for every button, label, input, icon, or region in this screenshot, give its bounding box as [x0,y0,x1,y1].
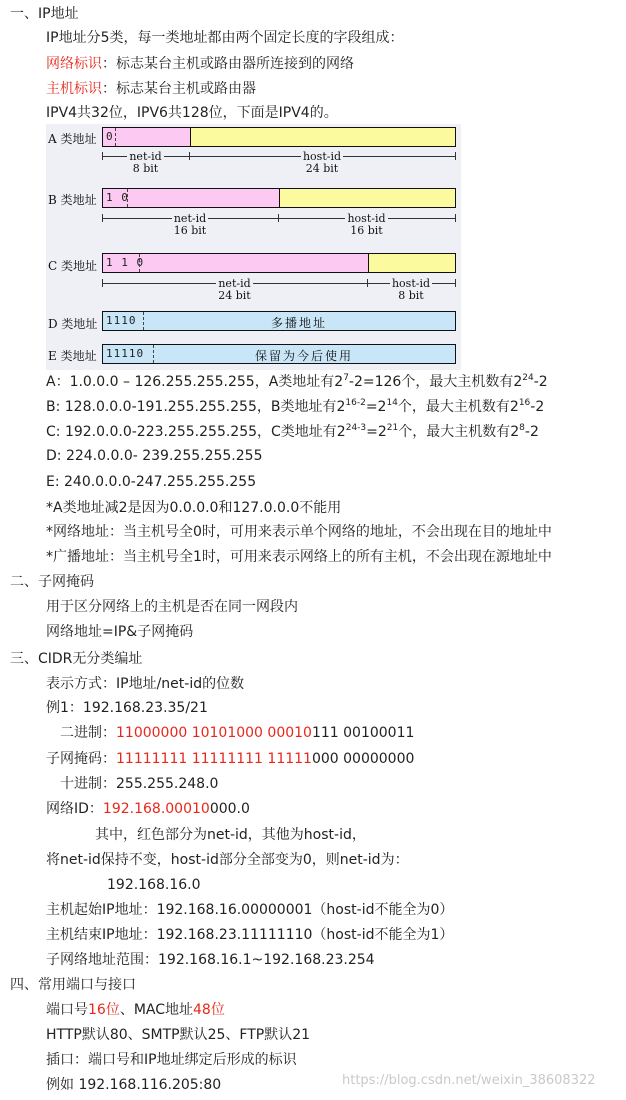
mask-net-bits: 11111111 11111111 11111 [116,751,312,767]
tick [455,152,456,160]
sup-b3: 16 [518,398,531,408]
binary-label: 二进制： [60,725,116,741]
decimal-mask: 十进制：255.255.248.0 [60,776,219,792]
ip-class-diagram [46,124,461,370]
tick [455,214,456,222]
class-b-label: B 类地址 [48,193,97,207]
class-c-range [46,422,539,442]
text-b4: -2 [530,399,545,415]
watermark-url: https://blog.csdn.net/weixin_38608322 [342,1073,596,1088]
class-e-reserved-text: 保留为今后使用 [254,349,353,363]
class-b-host-bits: 16 bit [350,224,383,237]
mask-formula: 网络地址=IP&子网掩码 [46,624,194,640]
net-id-term: 网络标识 [46,56,102,72]
default-ports: HTTP默认80、SMTP默认25、FTP默认21 [46,1027,311,1043]
subnet-range: 子网络地址范围：192.168.16.1~192.168.23.254 [46,952,375,968]
socket-example: 例如 192.168.116.205:80 [46,1077,222,1093]
class-c-prefix-bits: 1 1 0 [106,256,145,269]
text-b2: =2 [365,399,387,415]
class-e-label: E 类地址 [48,349,97,363]
class-b-net-bits: 16 bit [173,224,207,237]
mask-label: 子网掩码： [46,751,116,767]
class-b-prefix-bits: 1 0 [106,191,129,204]
class-b-box [102,188,456,208]
class-a-range [46,372,548,392]
class-e-prefix-bits: 11110 [106,347,145,360]
class-a-divider [115,128,116,146]
class-b-divider [127,189,128,207]
mask-line [46,749,414,769]
text-c1: C: 192.0.0.0-223.255.255.255，C类地址有2 [46,424,346,440]
binary-host-bits: 111 00100011 [311,725,415,741]
sup-a2: 24 [522,373,534,383]
net-id-definition [46,54,354,74]
sup-b2: 14 [386,398,398,408]
class-c-label: C 类地址 [48,259,97,273]
cidr-format: 表示方式：IP地址/net-id的位数 [46,676,245,692]
sup-c2: 21 [386,423,399,433]
host-id-definition [46,79,256,99]
explain-red-part: 其中，红色部分为net-id，其他为host-id， [95,827,366,843]
sup-c3: 8 [519,423,525,433]
class-a-host-segment [190,128,455,146]
text-c4: -2 [524,424,539,440]
class-a-host-span [189,151,455,175]
class-a-label: A 类地址 [48,132,97,146]
sup-a1: 7 [343,373,349,383]
network-id-net-part: 192.168.00010 [102,801,210,817]
class-c-net-id: net-id [218,277,251,290]
class-e-range: E: 240.0.0.0-247.255.255.255 [46,474,257,490]
section-4-heading: 四、常用端口与接口 [10,977,136,993]
class-b-host-span [278,213,455,237]
class-a-prefix-bits: 0 [106,130,114,143]
class-d-multicast-text: 多播地址 [270,316,327,330]
class-b-net-id: net-id [173,212,207,225]
class-a-box [102,127,456,147]
port-label: 端口号 [46,1002,88,1018]
note-class-a: *A类地址减2是因为0.0.0.0和127.0.0.0不能用 [46,500,342,516]
class-d-label: D 类地址 [48,317,98,331]
text-b3: 个，最大主机数有2 [397,399,519,415]
class-b-host-segment [279,189,455,207]
socket-definition: 插口：端口号和IP地址绑定后形成的标识 [46,1052,297,1068]
explain-net-id: 将net-id保持不变，host-id部分全部变为0，则net-id为： [46,852,409,868]
mask-host-bits: 000 00000000 [311,751,415,767]
class-c-host-id: host-id [391,277,431,290]
binary-line [60,723,414,743]
network-id-label: 网络ID： [46,801,103,817]
cidr-example: 例1：192.168.23.35/21 [46,700,208,716]
text-a3: -2 [533,374,548,390]
class-b-range [46,397,544,417]
mac-bits: 48位 [193,1002,225,1018]
mask-purpose: 用于区分网络上的主机是否在同一网段内 [46,599,298,615]
class-c-host-span [367,278,455,302]
class-c-divider [139,254,140,272]
class-c-host-bits: 8 bit [398,289,424,302]
section-2-heading: 二、子网掩码 [10,574,94,590]
class-c-box [102,253,456,273]
text-a2: -2=126个，最大主机数有2 [348,374,523,390]
class-d-range: D: 224.0.0.0- 239.255.255.255 [46,448,263,464]
class-d-box [102,311,456,331]
host-id-desc: ：标志某台主机或路由器 [102,81,256,97]
mac-label: 、MAC地址 [119,1002,194,1018]
text-c3: 个，最大主机数有2 [398,424,520,440]
sup-b1: 16-2 [345,398,366,408]
host-id-term: 主机标识 [46,81,102,97]
port-mac-bits [46,1000,225,1020]
port-bits: 16位 [88,1002,120,1018]
host-end-ip: 主机结束IP地址：192.168.23.11111110（host-id不能全为1） [46,927,454,943]
ipv4-note: IPV4共32位，IPV6共128位，下面是IPV4的。 [46,105,338,121]
text-a1: A：1.0.0.0 – 126.255.255.255，A类地址有2 [46,374,344,390]
class-b-net-segment [103,189,279,207]
network-id-line [46,799,250,819]
class-c-host-segment [368,254,455,272]
class-a-host-bits: 24 bit [305,162,339,175]
host-start-ip: 主机起始IP地址：192.168.16.00000001（host-id不能全为0） [46,902,454,918]
class-a-net-segment [103,128,190,146]
section-3-heading: 三、CIDR无分类编址 [10,651,143,667]
section-1-heading: 一、IP地址 [10,6,79,22]
class-a-net-bits: 8 bit [132,162,159,175]
class-e-box [102,344,456,364]
note-network-address: *网络地址：当主机号全0时，可用来表示单个网络的地址，不会出现在目的地址中 [46,524,552,540]
class-b-net-span [102,213,278,237]
class-c-net-bits: 24 bit [218,289,251,302]
class-a-net-id: net-id [129,150,162,163]
class-a-net-span [102,151,189,175]
class-a-host-id: host-id [302,150,342,163]
sup-c1: 24-3 [345,423,367,433]
class-d-prefix-bits: 1110 [106,314,137,327]
network-id-host-part: 000.0 [209,801,250,817]
net-id-desc: ：标志某台主机或路由器所连接到的网络 [102,56,354,72]
ip-intro: IP地址分5类，每一类地址都由两个固定长度的字段组成： [46,30,404,46]
class-b-host-id: host-id [347,212,386,225]
tick [455,279,456,287]
class-c-net-span [102,278,367,302]
binary-net-bits: 11000000 10101000 00010 [116,725,312,741]
note-broadcast-address: *广播地址：当主机号全1时，可用来表示网络上的所有主机，不会出现在源地址中 [46,549,552,565]
text-c2: =2 [366,424,387,440]
text-b1: B: 128.0.0.0-191.255.255.255，B类地址有2 [46,399,346,415]
net-id-value: 192.168.16.0 [107,877,201,893]
